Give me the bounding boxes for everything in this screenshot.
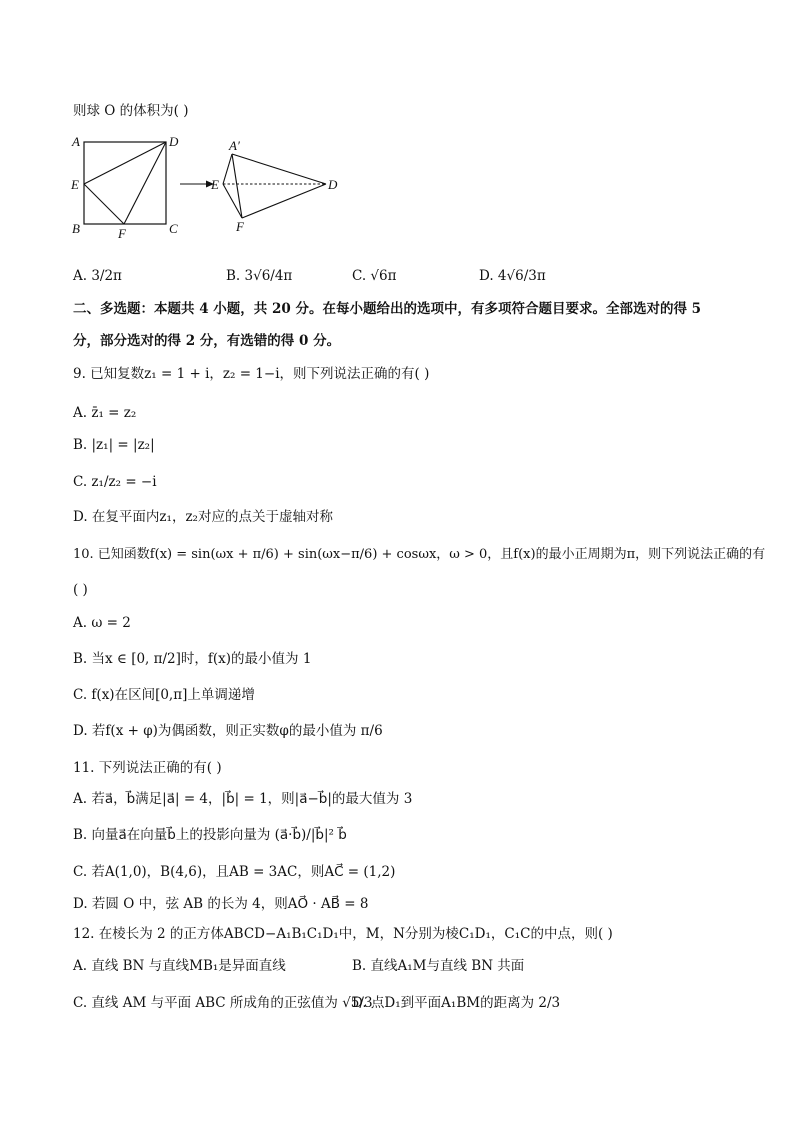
q12-stem: 12. 在棱长为 2 的正方体ABCD−A₁B₁C₁D₁中，M，N分别为棱C₁D₁，C₁C的中点，则( ) [73,926,613,942]
q8-folding-figure [68,132,368,242]
edge-f-d [242,184,326,218]
q10-option-b[interactable]: B. 当x ∈ [0, π/2]时，f(x)的最小值为 1 [73,651,312,667]
section2-instructions-line2: 分，部分选对的得 2 分，有选错的得 0 分。 [73,333,341,349]
label-e-2: E [211,177,219,192]
label-c: C [169,221,178,236]
label-b: B [72,221,80,236]
segment-ef [84,184,124,224]
square-abcd [84,142,166,224]
q10-option-c[interactable]: C. f(x)在区间[0,π]上单调递增 [73,687,255,703]
edge-a-d [232,154,326,184]
q11-option-b[interactable]: B. 向量a⃗在向量b⃗上的投影向量为 (a⃗·b⃗)/|b⃗|² b⃗ [73,827,347,843]
q11-option-a[interactable]: A. 若a⃗，b⃗满足|a⃗| = 4，|b⃗| = 1，则|a⃗−b⃗|的最大值为 3 [73,791,413,807]
q9-option-a[interactable]: A. z̄₁ = z₂ [73,405,137,421]
label-d-2: D [328,177,338,192]
q8-option-b[interactable]: B. 3√6/4π [226,268,293,284]
q10-option-d[interactable]: D. 若f(x + φ)为偶函数，则正实数φ的最小值为 π/6 [73,723,383,739]
q11-option-d[interactable]: D. 若圆 O 中，弦 AB 的长为 4，则AO⃗ · AB⃗ = 8 [73,896,369,912]
q8-option-d[interactable]: D. 4√6/3π [479,268,546,284]
q12-option-d[interactable]: D. 点D₁到平面A₁BM的距离为 2/3 [352,995,561,1011]
q11-option-c[interactable]: C. 若A(1,0)，B(4,6)，且AB = 3AC，则AC⃗ = (1,2) [73,864,396,880]
q9-option-b[interactable]: B. |z₁| = |z₂| [73,437,155,453]
q8-option-c[interactable]: C. √6π [352,268,397,284]
q12-option-a[interactable]: A. 直线 BN 与直线MB₁是异面直线 [73,958,286,974]
q12-option-c[interactable]: C. 直线 AM 与平面 ABC 所成角的正弦值为 √5/3 [73,995,373,1011]
q10-stem-continued: ( ) [73,582,88,598]
q8-option-a[interactable]: A. 3/2π [73,268,122,284]
q9-option-d[interactable]: D. 在复平面内z₁，z₂对应的点关于虚轴对称 [73,509,333,525]
segment-ed [84,142,166,184]
label-a-prime: A′ [229,138,240,153]
label-a: A [72,134,80,149]
q12-option-b[interactable]: B. 直线A₁M与直线 BN 共面 [352,958,525,974]
section2-instructions-line1: 二、多选题：本题共 4 小题，共 20 分。在每小题给出的选项中，有多项符合题目要求。全部选对的得 5 [73,301,702,317]
label-f: F [118,226,126,241]
label-e: E [71,177,79,192]
q9-stem: 9. 已知复数z₁ = 1 + i，z₂ = 1−i，则下列说法正确的有( ) [73,366,430,382]
segment-fd [124,142,166,224]
q8-stem-tail: 则球 O 的体积为( ) [73,103,189,119]
edge-a-e [223,154,232,184]
q10-stem: 10. 已知函数f(x) = sin(ωx + π/6) + sin(ωx−π/6) + cosωx，ω > 0，且f(x)的最小正周期为π，则下列说法正确的有 [73,547,766,562]
q11-stem: 11. 下列说法正确的有( ) [73,760,222,776]
label-f-2: F [236,219,244,234]
q8-figure-svg [68,132,368,242]
q10-option-a[interactable]: A. ω = 2 [73,615,131,631]
q9-option-c[interactable]: C. z₁/z₂ = −i [73,474,157,490]
label-d: D [169,134,179,149]
